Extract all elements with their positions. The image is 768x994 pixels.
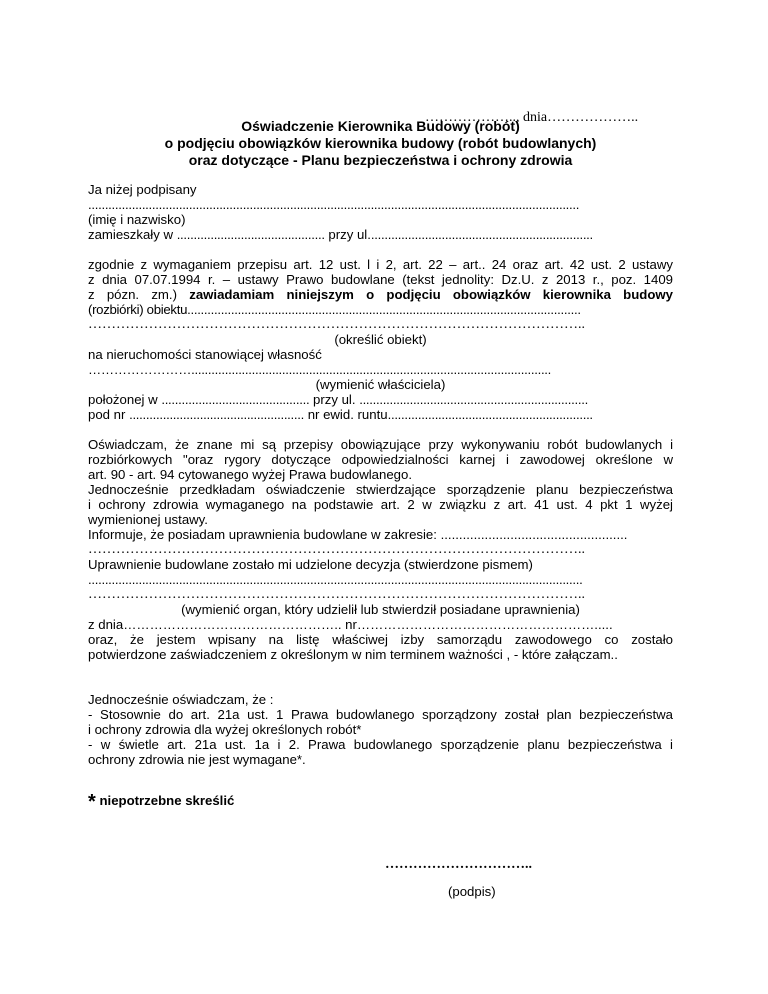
declaration-line-3: art. 90 - art. 94 cytowanego wyżej Prawa budowlanego. [88,467,413,482]
decision-dots-1: ................................................................................................................................................... [88,572,583,587]
residence-dots: ............................................ [176,227,325,242]
notice-line-3 [88,287,673,302]
owner-caption: (wymienić właściciela) [315,377,446,392]
street-prefix: przy ul. [328,227,371,242]
plot-prefix: nr ewid. runtu [307,407,388,422]
object-caption: (określić obiekt) [334,332,427,347]
signature-caption: (podpis) [448,884,496,899]
residence-line [88,227,673,242]
located-street-dots: .................................................................... [359,392,588,407]
footnote-text: niepotrzebne skreślić [99,793,235,808]
footnote [88,790,673,813]
owner-dots: ……………………........................................................................................................... [88,362,552,377]
name-caption: (imię i nazwisko) [88,212,186,227]
plan-line-4: - w świetle art. 21a ust. 1a i 2. Prawa budowlanego sporządzenie planu bezpieczeństwa i [88,737,673,752]
signature-dots: ………………………….. [385,857,532,872]
notice-line-2: z dnia 07.07.1994 r. – ustawy Prawo budowlane (tekst jednolity: Dz.U. z 2013 r., poz. 1409 [88,272,673,287]
name-dots: .................................................................................................................................................. [88,197,580,212]
notice-line-3-bold: zawiadamiam niniejszym o podjęciu obowiązków kierownika budowy [189,287,673,302]
plot-dots: ............................................................. [387,407,593,422]
number-dots: .................................................... [129,407,305,422]
title-line-1: Oświadczenie Kierownika Budowy (robót) [241,118,520,134]
plan-line-1: Jednocześnie oświadczam, że : [88,692,274,707]
object-dots: …………………………………………………………………………………………….. [88,317,585,332]
property-label: na nieruchomości stanowiącej własność [88,347,322,362]
declaration-line-5: i ochrony zdrowia wymaganego na podstawie art. 2 w związku z art. 41 ust. 4 pkt 1 wyżej [88,497,673,512]
located-dots: ............................................ [161,392,310,407]
decision-dots-2: …………………………………………………………………………………………….. [88,587,585,602]
signed-label: Ja niżej podpisany [88,182,197,197]
declaration-line-6: wymienionej ustawy. [88,512,208,527]
declaration-line-4: Jednocześnie przedkładam oświadczenie stwierdzające sporządzenie planu bezpieczeństwa [88,482,673,497]
object-line: (rozbiórki) obiektu..................................................................................................................... [88,302,581,317]
residence-prefix: zamieszkały w [88,227,174,242]
notice-line-1: zgodnie z wymaganiem przepisu art. 12 ust. l i 2, art. 22 – art.. 24 oraz art. 42 ust. 2 ustawy [88,257,673,272]
located-line [88,392,673,407]
plan-line-2: - Stosownie do art. 21a ust. 1 Prawa budowlanego sporządzony został plan bezpieczeństwa [88,707,673,722]
located-street-prefix: przy ul. [313,392,356,407]
declaration-line-2: rozbiórkowych "oraz rygory dotyczące odpowiedzialności karnej i zawodowej określone w [88,452,673,467]
plan-line-5: ochrony zdrowia nie jest wymagane*. [88,752,306,767]
number-line [88,407,673,422]
authority-caption: (wymienić organ, który udzielił lub stwierdził posiadane uprawnienia) [181,602,580,617]
footnote-asterisk: * [88,791,96,813]
located-prefix: położonej w [88,392,158,407]
notice-line-3-plain: z pózn. zm.) [88,287,177,302]
declaration-line-1: Oświadczam, że znane mi są przepisy obowiązujące przy wykonywaniu robót budowlanych i [88,437,673,452]
plan-line-3: i ochrony zdrowia dla wyżej określonych robót* [88,722,362,737]
qualifications-line: Informuje, że posiadam uprawnienia budowlane w zakresie: ................................................... [88,527,628,542]
decision-date-line: z dnia………………………………………….. nr………………………………………………..... [88,617,613,632]
declaration-line-14: potwierdzone zaświadczeniem z określonym w nim terminem ważności , - które załączam.. [88,647,618,662]
number-prefix: pod nr [88,407,126,422]
qualifications-dots: …………………………………………………………………………………………….. [88,542,585,557]
place-date-line: ……………….., dnia……………….. [425,110,639,125]
title-line-2: o podjęciu obowiązków kierownika budowy (robót budowlanych) [164,135,597,151]
declaration-line-13: oraz, że jestem wpisany na listę właściwej izby samorządu zawodowego co zostało [88,632,673,647]
decision-line: Uprawnienie budowlane zostało mi udzielone decyzja (stwierdzone pismem) [88,557,533,572]
title-line-3: oraz dotyczące - Planu bezpieczeństwa i ochrony zdrowia [188,152,573,168]
street-dots: .................................................................. [370,227,593,242]
